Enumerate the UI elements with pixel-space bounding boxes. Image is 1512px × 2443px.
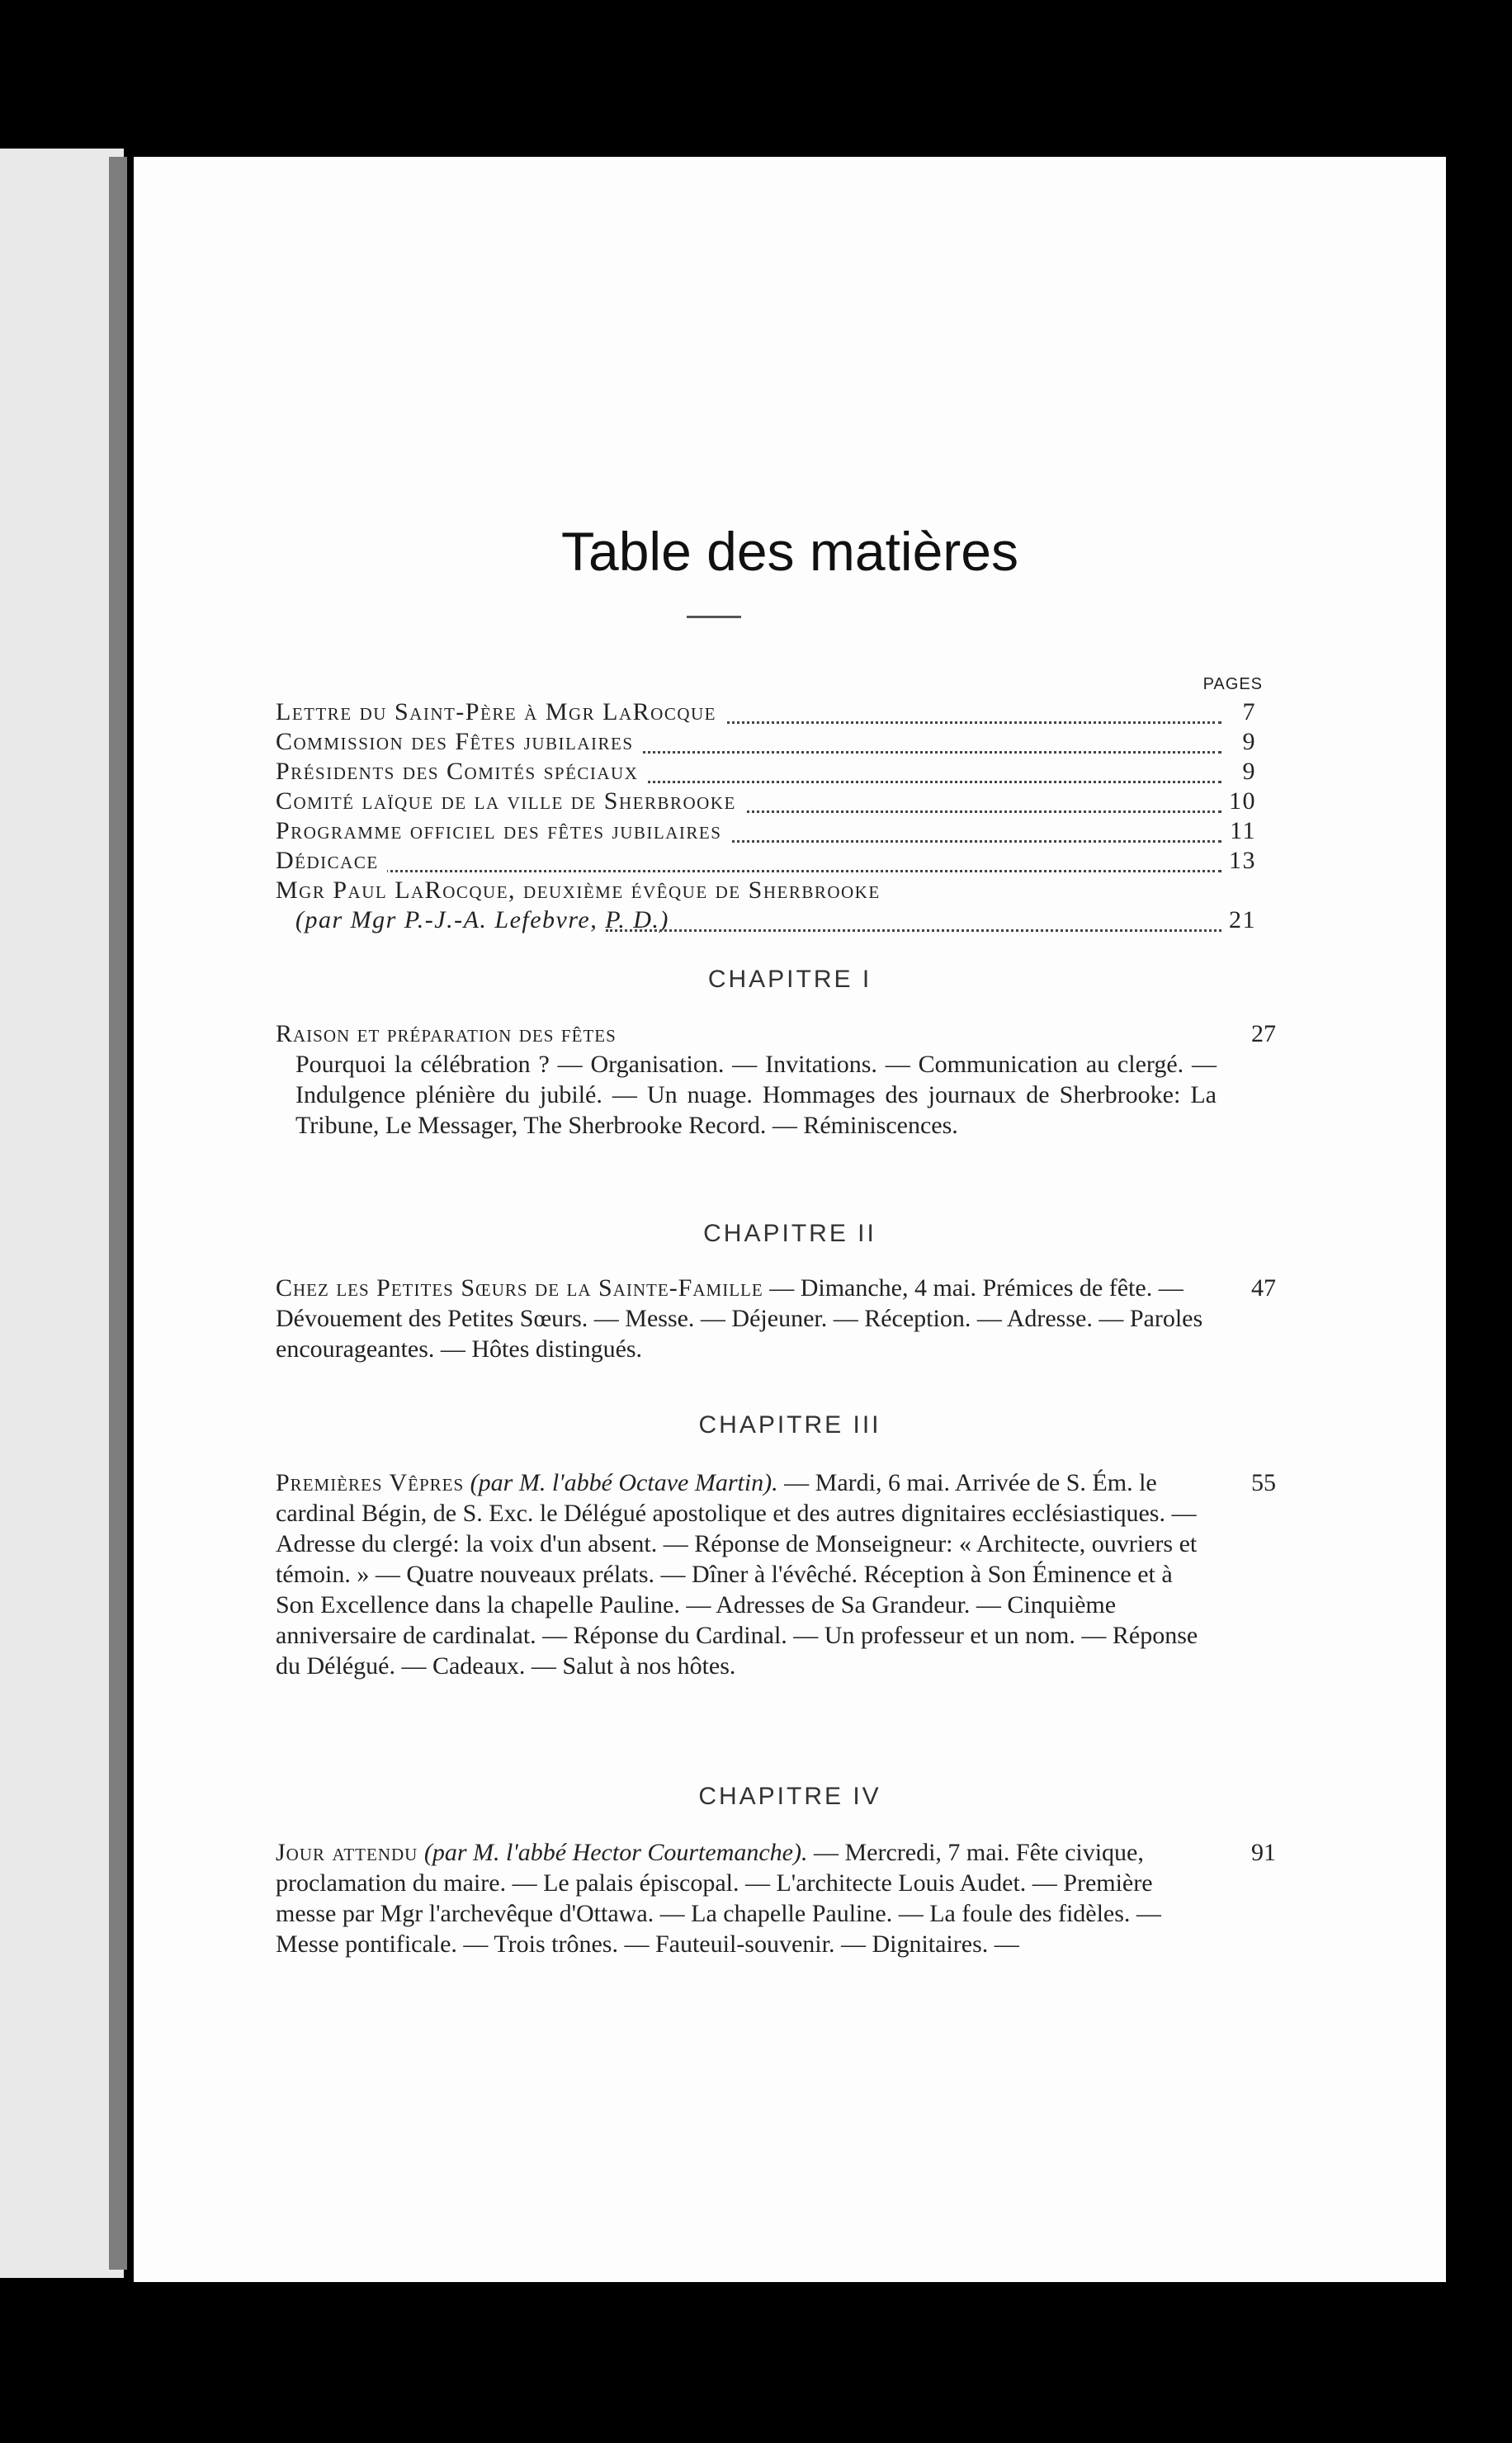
chapter-page: 47	[1251, 1274, 1276, 1302]
chapter-page: 55	[1251, 1469, 1276, 1496]
page-title: Table des matières	[561, 521, 1018, 582]
chapter-entry	[276, 1837, 1276, 1959]
chapter-heading: CHAPITRE IV	[698, 1783, 881, 1810]
toc-entry-larocque	[276, 876, 1256, 935]
title-rule	[687, 616, 741, 618]
chapter-heading: CHAPITRE III	[698, 1411, 881, 1439]
chapter-title: Jour attendu	[276, 1839, 418, 1866]
chapter-summary: — Mercredi, 7 mai. Fête civique, proclamation du maire. — Le palais épiscopal. — L'architecte Louis Audet. — Première messe par Mgr l'archevêque d'Ottawa. — La chapelle Pauline. — La foule des fidèles. — Messe pontificale. — Trois trônes. — Fauteuil-souvenir. — Dignitaires. —	[276, 1839, 1161, 1958]
facing-page-edge	[0, 149, 124, 2278]
chapter-entry	[276, 1273, 1276, 1364]
chapter-title: Premières Vêpres	[276, 1469, 465, 1496]
toc-entry-page: 10	[1229, 787, 1256, 815]
chapter-page: 27	[1251, 1020, 1276, 1047]
chapter-entry	[276, 1018, 1276, 1141]
toc-entry-page: 11	[1230, 817, 1256, 844]
chapter-summary: — Mardi, 6 mai. Arrivée de S. Ém. le cardinal Bégin, de S. Exc. le Délégué apostolique et des autres dignitaires ecclésiastiques. — Adresse du clergé: la voix d'un absent. — Réponse de Monseigneur: « Architecte, ouvriers et témoin. » — Quatre nouveaux prélats. — Dîner à l'évêché. Réception à Son Éminence et à Son Excellence dans la chapelle Pauline. — Adresses de Sa Grandeur. — Cinquième anniversaire de cardinalat. — Réponse du Cardinal. — Un professeur et un nom. — Réponse du Délégué. — Cadeaux. — Salut à nos hôtes.	[276, 1469, 1198, 1680]
chapter-heading: CHAPITRE I	[707, 966, 872, 993]
toc-entry	[276, 757, 1256, 787]
chapter-heading: CHAPITRE II	[703, 1220, 876, 1247]
dot-leader	[276, 870, 1221, 872]
dot-leader	[606, 929, 1221, 932]
toc-entry-label: Comité laïque de la ville de Sherbrooke	[276, 787, 736, 815]
toc-entry-label: Lettre du Saint-Père à Mgr LaRocque	[276, 698, 716, 725]
chapter-author: (par M. l'abbé Hector Courtemanche).	[423, 1839, 808, 1866]
toc-entry-label: Commission des Fêtes jubilaires	[276, 728, 634, 755]
toc-entry	[276, 787, 1256, 816]
toc-entry-label: Présidents des Comités spéciaux	[276, 758, 639, 785]
book-gutter	[109, 157, 127, 2270]
toc-entry-page: 13	[1229, 847, 1256, 874]
chapter-entry	[276, 1467, 1276, 1681]
toc-entry-label: Programme officiel des fêtes jubilaires	[276, 817, 722, 844]
toc-entry-page: 9	[1242, 758, 1256, 785]
toc-entry-label: Mgr Paul LaRocque, deuxième évêque de Sherbrooke	[276, 877, 881, 904]
toc-entry-page: 7	[1242, 698, 1256, 725]
toc-entry-author: (par Mgr P.-J.-A. Lefebvre, P. D.)	[295, 906, 669, 933]
chapter-page: 91	[1251, 1839, 1276, 1866]
toc-entry	[276, 697, 1256, 727]
pages-column-header: PAGES	[1203, 675, 1263, 693]
toc-entry-page: 9	[1242, 728, 1256, 755]
chapter-title: Raison et préparation des fêtes	[276, 1020, 617, 1047]
toc-entry-label: Dédicace	[276, 847, 379, 874]
toc-entry	[276, 727, 1256, 757]
chapter-title: Chez les Petites Sœurs de la Sainte-Famille	[276, 1274, 763, 1302]
toc-entry	[276, 846, 1256, 876]
document-page	[134, 157, 1446, 2282]
toc-entry-page: 21	[1229, 906, 1256, 933]
chapter-summary: — Dimanche, 4 mai. Prémices de fête. — Dévouement des Petites Sœurs. — Messe. — Déjeuner. — Réception. — Adresse. — Paroles encourageantes. — Hôtes distingués.	[276, 1274, 1203, 1363]
chapter-summary: Pourquoi la célébration ? — Organisation. — Invitations. — Communication au clergé. — Indulgence plénière du jubilé. — Un nuage. Hommages des journaux de Sherbrooke: La Tribune, Le Messager, The Sherbrooke Record. — Réminiscences.	[295, 1051, 1217, 1139]
chapter-author: (par M. l'abbé Octave Martin).	[470, 1469, 778, 1496]
toc-entry	[276, 816, 1256, 846]
